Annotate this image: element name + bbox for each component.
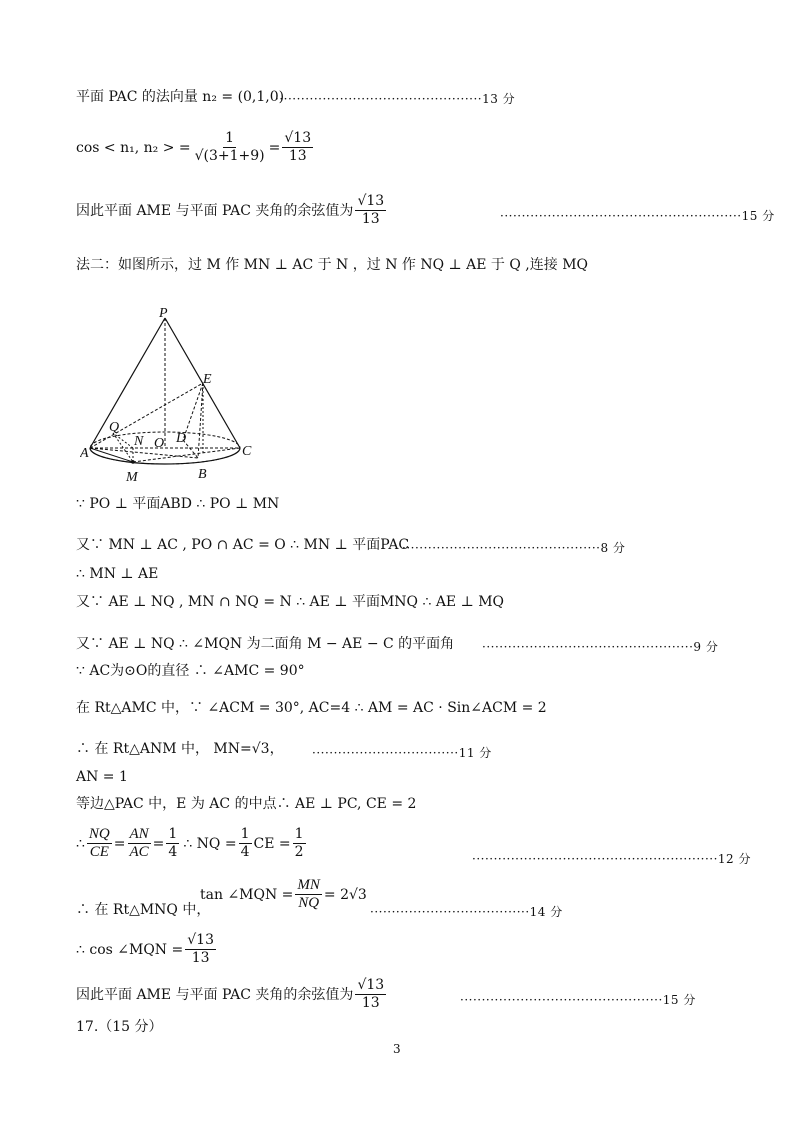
ratio-one-quarter: $\frac{1}{4}$: [168, 826, 178, 860]
label-a: A: [80, 446, 89, 461]
cos-mqn-fraction: $\frac{√13}{13}$: [187, 932, 214, 966]
proof-line-an: AN = 1: [76, 769, 128, 785]
question-17-header: 17.（15 分）: [76, 1019, 163, 1035]
proof-line-po-perp: ∵ PO ⊥ 平面ABD ∴ PO ⊥ MN: [76, 496, 280, 512]
label-c: C: [242, 444, 252, 459]
label-n: N: [134, 434, 144, 449]
conclusion-fraction-1: $\frac{√13}{13}$: [357, 193, 385, 227]
points-12: ·························································12 分: [472, 852, 752, 866]
ratio-an-ac: $\frac{AN}{AC}$: [129, 826, 149, 860]
points-9: ·················································9 分: [482, 640, 719, 654]
point-m: [131, 460, 135, 464]
label-p: P: [159, 306, 168, 321]
proof-line-mn-value: ∴ 在 Rt△ANM 中， MN=√3，: [76, 741, 284, 757]
points-13-a: ················································13 分: [275, 92, 516, 106]
label-q: Q: [109, 420, 120, 435]
proof-line-dihedral-angle: 又∵ AE ⊥ NQ ∴ ∠MQN 为二面角 M − AE − C 的平面角: [76, 636, 455, 652]
proof-line-nq-ratio: ∴ $\frac{NQ}{CE}$ = $\frac{AN}{AC}$ = $\frac{1}{4}$ ∴ NQ = $\frac{1}{4}$ CE = $\frac{1}{2}$: [76, 826, 304, 860]
cos-fraction-1: $\frac{1}{√(3+1+9)}$: [194, 130, 265, 164]
proof-line-ae-mq: 又∵ AE ⊥ NQ , MN ∩ NQ = N ∴ AE ⊥ 平面MNQ ∴ AE ⊥ MQ: [76, 594, 505, 610]
label-o: O: [154, 436, 165, 451]
line-mc: [133, 448, 240, 462]
proof-line-equilateral: 等边△PAC 中，E 为 AC 的中点∴ AE ⊥ PC, CE = 2: [76, 796, 417, 812]
ratio-one-half: $\frac{1}{2}$: [294, 826, 304, 860]
proof-line-tan: tan ∠MQN = $\frac{MN}{NQ}$ = 2√3: [200, 877, 367, 911]
proof-line-diameter: ∵ AC为⊙O的直径 ∴ ∠AMC = 90°: [76, 663, 305, 679]
proof-line-mn-ae: ∴ MN ⊥ AE: [76, 566, 159, 582]
points-15-b: ···············································15 分: [460, 993, 696, 1007]
conclusion-line-1: [76, 193, 388, 228]
line-nq: [113, 433, 133, 448]
cone-figure: [80, 305, 260, 485]
edge-pa: [90, 318, 165, 448]
page-number: 3: [393, 1042, 401, 1056]
label-b: B: [198, 467, 207, 482]
proof-line-cos-mqn: ∴ cos ∠MQN = $\frac{√13}{13}$: [76, 932, 214, 966]
cos-n1-n2-line: cos < n₁, n₂ > = $\frac{1}{√(3+1+9)}$ = $\frac{√13}{13}$: [76, 130, 312, 164]
conclusion-line-2: [76, 977, 388, 1012]
conclusion-text-2: 因此平面 AME 与平面 PAC 夹角的余弦值为: [76, 986, 354, 1003]
normal-vector-line: [76, 88, 284, 106]
normal-vector-text: 平面 PAC 的法向量 n₂ = (0,1,0): [76, 89, 285, 105]
cos-fraction-2: $\frac{√13}{13}$: [284, 130, 312, 164]
label-m: M: [126, 470, 138, 485]
ratio-nq-ce: $\frac{NQ}{CE}$: [88, 826, 110, 860]
label-e: E: [203, 372, 212, 387]
proof-line-mn-plane: 又∵ MN ⊥ AC , PO ∩ AC = O ∴ MN ⊥ 平面PAC: [76, 537, 410, 553]
conclusion-fraction-2: $\frac{√13}{13}$: [357, 977, 385, 1011]
method-two-intro: 法二：如图所示，过 M 作 MN ⊥ AC 于 N ，过 N 作 NQ ⊥ AE 于 Q ,连接 MQ: [76, 257, 589, 273]
tan-fraction: $\frac{MN}{NQ}$: [297, 877, 320, 911]
points-8: ··············································8 分: [402, 541, 626, 555]
points-15-a: ························································15 分: [500, 209, 775, 223]
conclusion-text-1: 因此平面 AME 与平面 PAC 夹角的余弦值为: [76, 202, 354, 219]
points-11: ··································11 分: [312, 746, 492, 760]
proof-line-rt-mnq: ∴ 在 Rt△MNQ 中，: [76, 902, 211, 918]
label-d: D: [176, 431, 187, 446]
ratio-one-quarter-2: $\frac{1}{4}$: [240, 826, 250, 860]
points-14: ·····································14 分: [370, 905, 563, 919]
cos-label: cos < n₁, n₂ > =: [76, 139, 191, 156]
proof-line-am: 在 Rt△AMC 中，∵ ∠ACM = 30°, AC=4 ∴ AM = AC · Sin∠ACM = 2: [76, 700, 547, 716]
